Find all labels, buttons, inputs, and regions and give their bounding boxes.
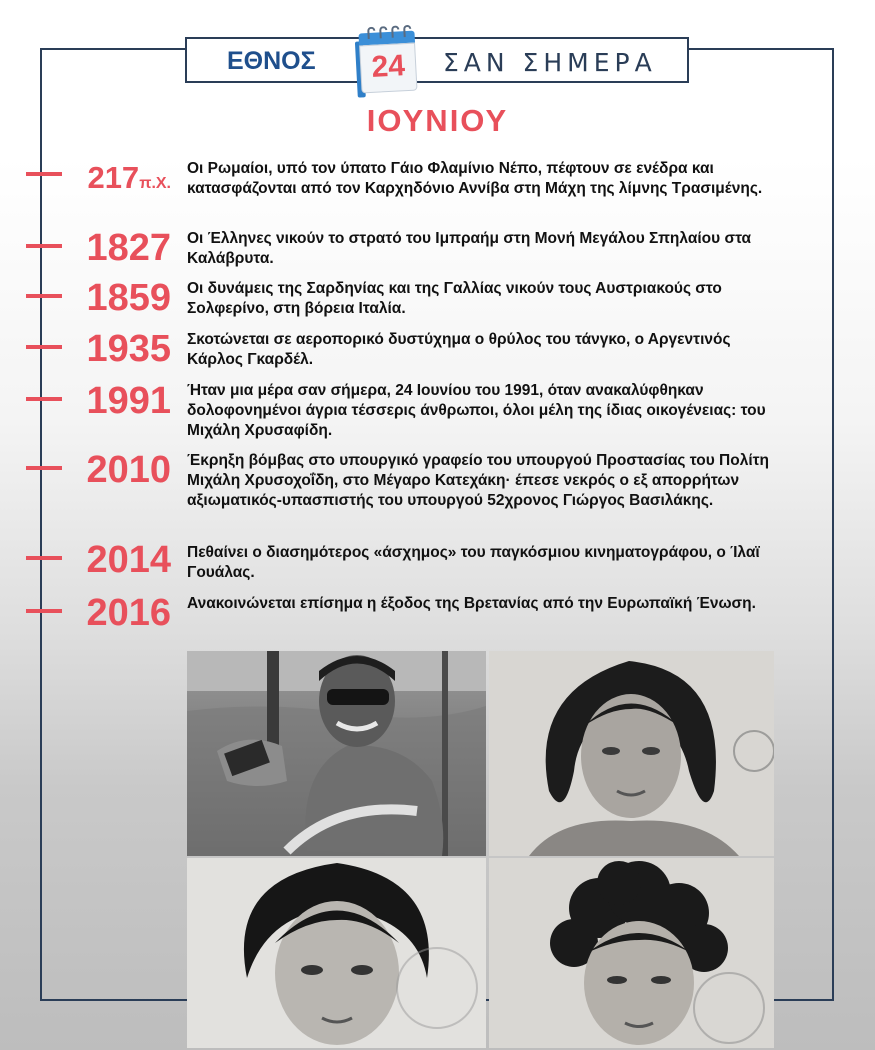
event-text: Πεθαίνει ο διασημότερος «άσχημος» του παγκόσμιου κινηματογράφου, ο Ίλαϊ Γουάλας. [187,544,760,581]
event-text: Σκοτώνεται σε αεροπορικό δυστύχημα ο θρύλος του τάνγκο, ο Αργεντινός Κάρλος Γκαρδέλ. [187,331,731,368]
timeline-dash [26,397,62,401]
timeline-dash [26,556,62,560]
header-subtitle: ΣΑΝ ΣΗΜΕΡΑ [443,48,657,77]
timeline-dash [26,466,62,470]
timeline-dash [26,244,62,248]
timeline-dash [26,294,62,298]
timeline-dash [26,172,62,176]
man-sunglasses-boat-photo [187,651,486,856]
curly-hair-youth-photo [489,858,774,1048]
event-year: 1859 [86,277,171,319]
header-banner [185,37,689,83]
event-year: 2016 [86,592,171,634]
event-year: 217π.Χ. [87,160,171,195]
event-text: Ήταν μια μέρα σαν σήμερα, 24 Ιουνίου του 1991, όταν ανακαλύφθηκαν δολοφονημένοι άγρια τέσσερις άνθρωποι, όλοι μέλη της ίδιας οικογένειας: του Μιχάλη Χρυσαφίδη. [187,382,766,439]
timeline-dash [26,609,62,613]
woman-portrait-photo [489,651,774,856]
brand-logo[interactable]: ΕΘΝΟΣ [227,47,316,75]
event-year: 2010 [86,449,171,491]
event-text: Οι Έλληνες νικούν το στρατό του Ιμπραήμ στη Μονή Μεγάλου Σπηλαίου στα Καλάβρυτα. [187,230,752,267]
event-year: 1991 [86,380,171,422]
event-year: 1935 [86,328,171,370]
calendar-icon [354,24,422,99]
event-year-suffix: π.Χ. [139,175,171,192]
victims-photo-collage [187,651,774,1048]
event-year: 1827 [86,227,171,269]
calendar-day: 24 [370,49,406,84]
event-year: 2014 [86,539,171,581]
young-man-portrait-photo [187,858,486,1048]
month-title: ΙΟΥΝΙΟΥ [366,103,509,138]
event-text: Έκρηξη βόμβας στο υπουργικό γραφείο του υπουργού Προστασίας του Πολίτη Μιχάλη Χρυσοχοΐδη, στο Μέγαρο Κατεχάκη· έπεσε νεκρός ο εξ απορρήτων αξιωματικός-υπασπιστής του υπουργού 52χρονος Γιώργος Βασιλάκης. [187,452,770,509]
event-text: Οι Ρωμαίοι, υπό τον ύπατο Γάιο Φλαμίνιο Νέπο, πέφτουν σε ενέδρα και κατασφάζονται από τον Καρχηδόνιο Αννίβα στη Μάχη της λίμνης Τρασιμένης. [187,160,763,197]
event-text: Οι δυνάμεις της Σαρδηνίας και της Γαλλίας νικούν τους Αυστριακούς στο Σολφερίνο, στη βόρεια Ιταλία. [187,280,722,317]
event-text: Ανακοινώνεται επίσημα η έξοδος της Βρετανίας από την Ευρωπαϊκή Ένωση. [187,595,756,612]
timeline-dash [26,345,62,349]
